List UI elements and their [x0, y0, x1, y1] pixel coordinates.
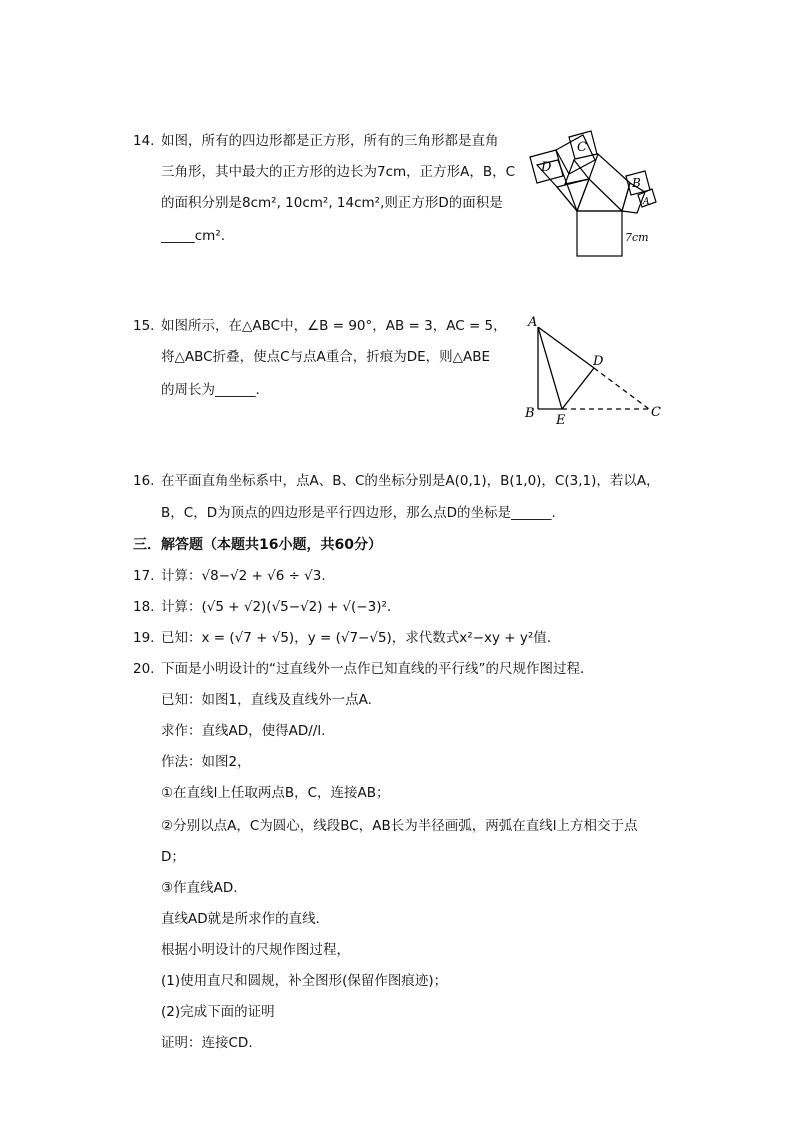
square-c-frame	[556, 135, 595, 174]
right-triangle-big	[577, 179, 622, 211]
section-heading: 三．解答题（本题共16小题，共60分）	[133, 537, 382, 553]
question-text-line: 直线AD就是所求作的直线．	[161, 911, 330, 927]
question-number: 15.	[133, 318, 155, 334]
question-text-line: 三角形，其中最大的正方形的边长为7cm，正方形A，B，C	[161, 164, 516, 180]
question-text-line: 计算：(√5 + √2)(√5−√2) + √(−3)².	[161, 599, 392, 615]
question-text-line: 根据小明设计的尺规作图过程，	[161, 942, 350, 958]
question-number: 17.	[133, 568, 155, 584]
question-number: 19.	[133, 630, 155, 646]
label-d: D	[593, 354, 604, 369]
question-text-line: 证明：连接CD.	[161, 1035, 253, 1051]
question-text-line: ③作直线AD.	[161, 880, 238, 896]
question-text-line: 下面是小明设计的“过直线外一点作已知直线的平行线”的尺规作图过程．	[161, 661, 594, 677]
answer-blank: 的周长为______.	[161, 382, 260, 398]
label-e: E	[556, 413, 566, 428]
question-text-line: 作法：如图2，	[161, 754, 251, 770]
question-text-line: B，C，D为顶点的四边形是平行四边形，那么点D的坐标是______.	[161, 505, 556, 521]
triangle-fold-figure	[522, 313, 667, 428]
segment-dc	[594, 368, 649, 409]
question-number: 20.	[133, 661, 155, 677]
question-text-line: (1)使用直尺和圆规，补全图形(保留作图痕迹)；	[161, 973, 448, 989]
label-c: C	[651, 405, 661, 420]
question-text-line: 求作：直线AD，使得AD//l.	[161, 723, 326, 739]
label-c: C	[577, 140, 587, 155]
largest-square	[577, 211, 622, 256]
label-a: A	[528, 315, 538, 330]
label-d: D	[541, 160, 552, 175]
question-text-line: 如图，所有的四边形都是正方形，所有的三角形都是直角	[161, 133, 499, 149]
question-text-line: 已知：x = (√7 + √5)，y = (√7−√5)，求代数式x²−xy + y²值.	[161, 630, 552, 646]
question-text-line: 计算：√8−√2 + √6 ÷ √3.	[161, 568, 326, 584]
segment-de	[562, 368, 594, 409]
answer-blank: _____cm².	[161, 228, 226, 244]
question-text-line: 如图所示，在△ABC中，∠B = 90°，AB = 3，AC = 5，	[161, 318, 507, 334]
question-text-line: (2)完成下面的证明	[161, 1004, 275, 1020]
question-text-line: 的面积分别是8cm², 10cm², 14cm²,则正方形D的面积是	[161, 195, 503, 211]
label-side-length: 7cm	[625, 231, 649, 244]
question-text-line: 已知：如图1，直线及直线外一点A.	[161, 692, 372, 708]
question-text-line: 将△ABC折叠，使点C与点A重合，折痕为DE，则△ABE	[161, 349, 491, 365]
question-text-line: D；	[161, 849, 185, 865]
segment-ae	[538, 327, 562, 409]
question-number: 18.	[133, 599, 155, 615]
label-a: A	[643, 197, 650, 207]
question-number: 16.	[133, 473, 155, 489]
label-b: B	[632, 176, 641, 190]
question-text-line: ①在直线l上任取两点B，C，连接AB；	[161, 785, 390, 801]
question-text-line: ②分别以点A，C为圆心，线段BC，AB长为半径画弧，两弧在直线l上方相交于点	[161, 818, 638, 834]
label-b: B	[525, 406, 535, 421]
question-number: 14.	[133, 133, 155, 149]
question-text-line: 在平面直角坐标系中，点A、B、C的坐标分别是A(0,1)，B(1,0)，C(3,1)，若以A，	[161, 473, 660, 489]
segment-ad	[538, 327, 594, 368]
squares-figure	[525, 127, 665, 262]
